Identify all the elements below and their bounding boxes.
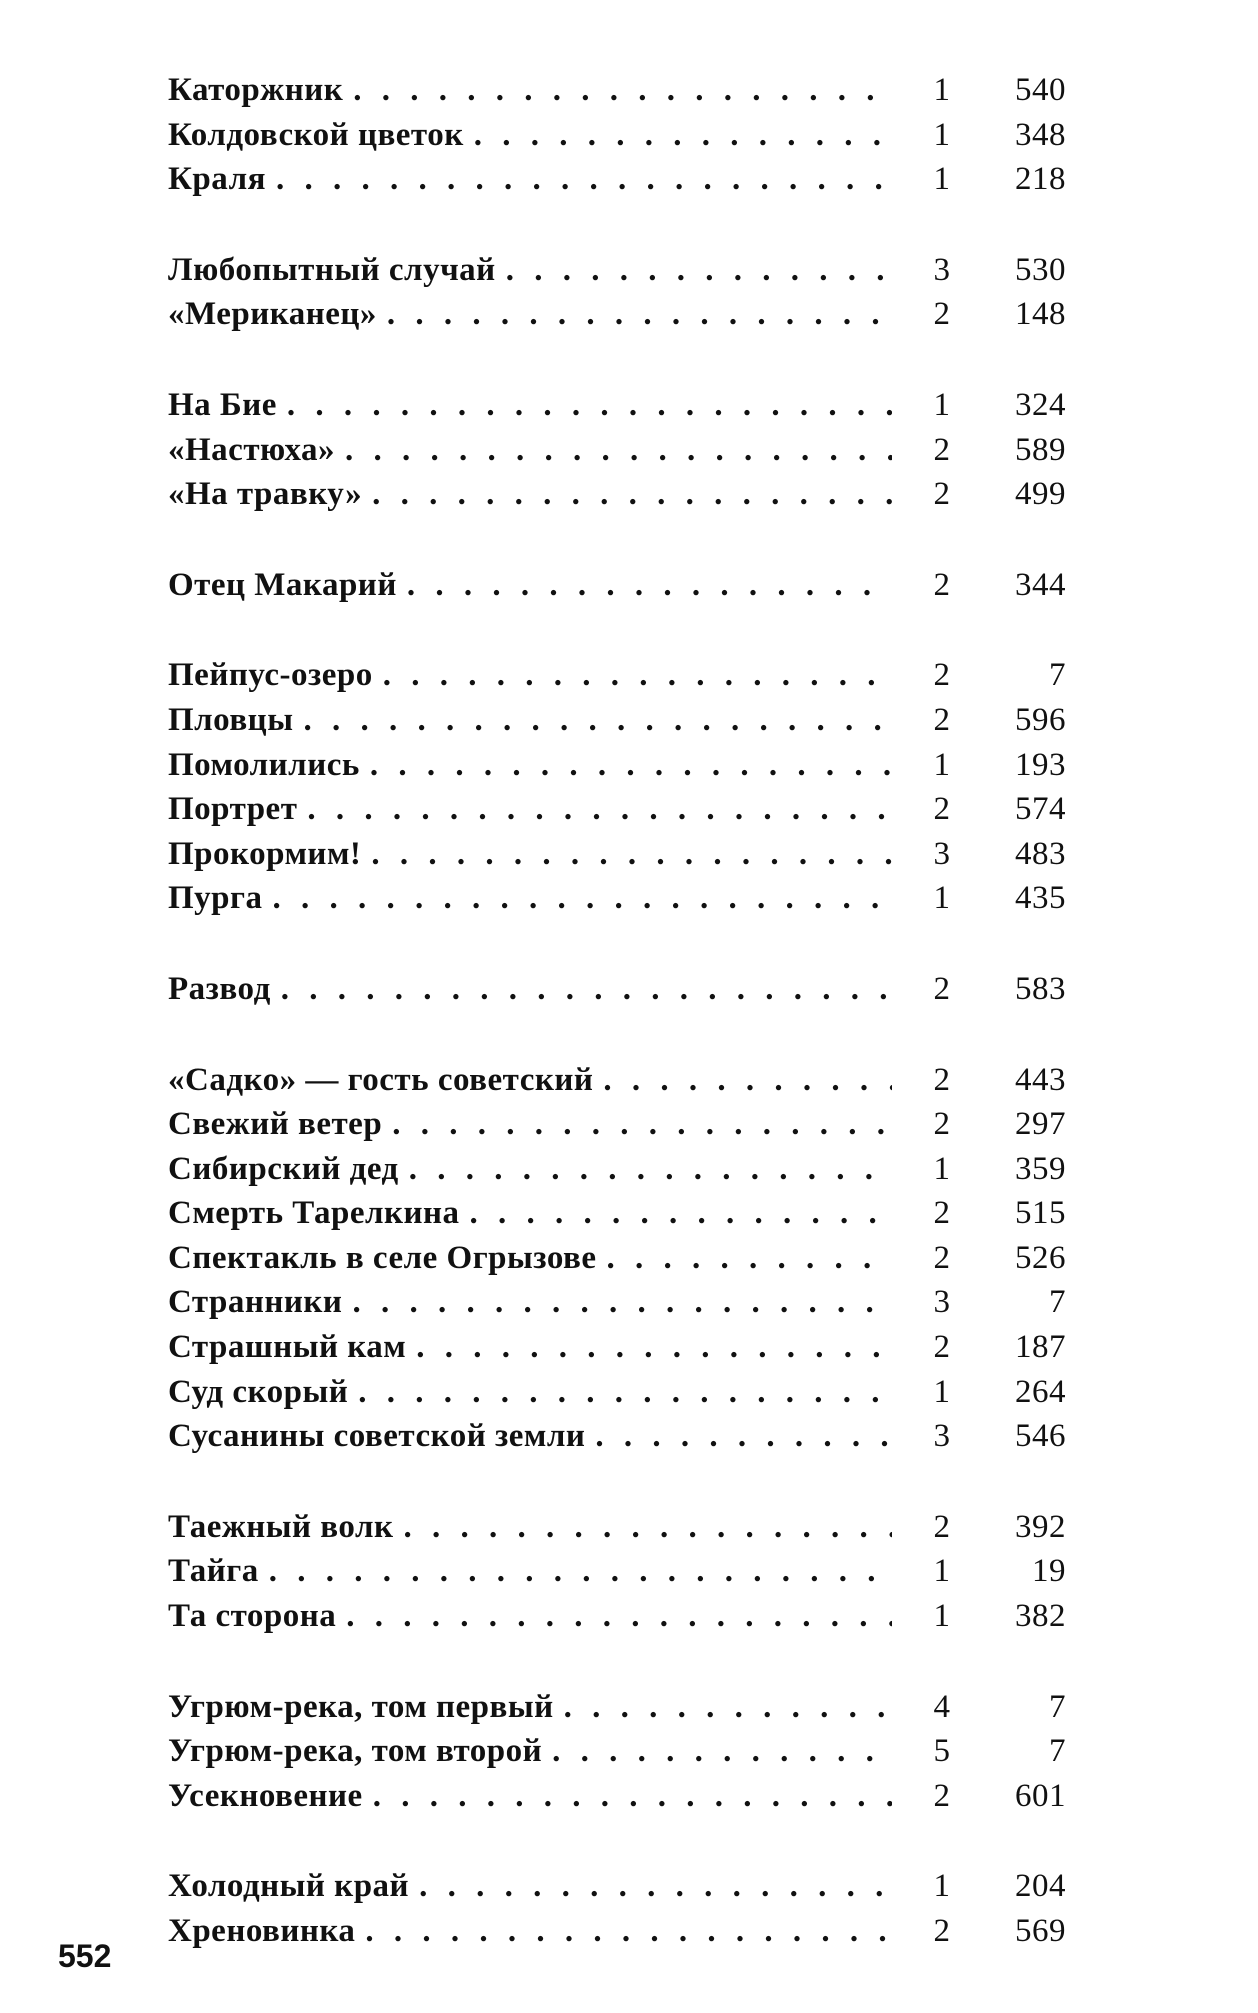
entry-title: Портрет [168,791,298,828]
toc-entry [168,1864,1066,1909]
dot-leader [603,1058,892,1102]
entry-volume: 1 [933,1598,951,1635]
entry-page: 601 [1015,1777,1066,1814]
entry-page: 499 [1015,476,1066,513]
entry-volume: 5 [933,1733,951,1770]
entry-title: На Бие [168,386,277,423]
entry-title: Угрюм-река, том второй [168,1733,543,1770]
entry-volume: 1 [933,161,951,198]
entry-volume: 2 [933,1913,951,1949]
dot-leader [387,292,892,336]
dot-leader [287,383,892,427]
toc-entry [168,1685,1066,1730]
entry-title-wrap [168,967,892,1011]
toc-entry [168,1058,1066,1103]
entry-page: 324 [1015,386,1066,423]
entry-page: 392 [1015,1508,1066,1545]
toc-entry [168,1147,1066,1192]
entry-title: Прокормим! [168,835,362,872]
dot-leader [474,113,892,157]
entry-page: 583 [1015,970,1066,1007]
entry-page: 515 [1015,1195,1066,1232]
entry-page: 218 [1015,161,1066,198]
entry-title-wrap [168,1774,892,1818]
entry-title-wrap [168,1505,892,1549]
entry-title: Пейпус-озеро [168,657,373,694]
entry-title: Каторжник [168,72,344,108]
entry-volume: 1 [933,880,951,917]
dot-leader [352,1280,892,1324]
toc-entry [168,113,1066,158]
entry-volume: 3 [933,251,951,288]
toc-entry [168,248,1066,293]
entry-volume: 2 [933,970,951,1007]
toc-entry [168,1325,1066,1370]
entry-title: Смерть Тарелкина [168,1195,460,1232]
entry-title: Любопытный случай [168,251,496,288]
entry-title: Странники [168,1284,343,1321]
entry-volume: 2 [933,657,951,694]
toc-entry [168,1594,1066,1639]
entry-page: 589 [1015,431,1066,468]
entry-page: 540 [1015,72,1066,108]
entry-title: Свежий ветер [168,1106,383,1143]
entry-page: 530 [1015,251,1066,288]
entry-page: 443 [1015,1061,1066,1098]
entry-page: 569 [1015,1913,1066,1949]
entry-page: 204 [1015,1868,1066,1905]
table-of-contents [168,68,1066,1954]
entry-title-wrap [168,1280,892,1324]
entry-title-wrap [168,1414,892,1458]
entry-title-wrap [168,113,892,157]
dot-leader [353,68,892,112]
entry-title-wrap [168,653,892,697]
entry-title: «Садко» — гость советский [168,1061,594,1098]
entry-volume: 2 [933,701,951,738]
toc-group [168,967,1066,1012]
entry-title: Сибирский дед [168,1150,399,1187]
entry-volume: 2 [933,566,951,603]
entry-title-wrap [168,1685,892,1729]
entry-title-wrap [168,787,892,831]
entry-title: Суд скорый [168,1373,349,1410]
entry-title-wrap [168,1549,892,1593]
toc-group [168,1685,1066,1819]
entry-page: 7 [1049,657,1066,694]
dot-leader [383,653,892,697]
entry-volume: 1 [933,1373,951,1410]
toc-entry [168,472,1066,517]
page-number: 552 [58,1938,112,1974]
dot-leader [419,1864,892,1908]
entry-title-wrap [168,1147,892,1191]
dot-leader [407,563,892,607]
entry-title-wrap [168,1102,892,1146]
toc-entry [168,1505,1066,1550]
entry-title: Сусанины советской земли [168,1418,586,1455]
entry-title-wrap [168,698,892,742]
entry-title: Краля [168,161,266,198]
entry-volume: 2 [933,431,951,468]
entry-volume: 2 [933,1106,951,1143]
entry-title: «Мериканец» [168,296,377,333]
toc-entry [168,563,1066,608]
entry-title-wrap [168,876,892,920]
entry-title: Пурга [168,880,263,917]
toc-entry [168,832,1066,877]
entry-volume: 3 [933,1418,951,1455]
toc-entry [168,698,1066,743]
entry-title-wrap [168,157,892,201]
dot-leader [404,1505,893,1549]
entry-title: Страшный кам [168,1329,407,1366]
entry-title-wrap [168,1594,892,1638]
entry-title-wrap [168,1325,892,1369]
toc-group [168,563,1066,608]
entry-volume: 2 [933,1195,951,1232]
entry-page: 344 [1015,566,1066,603]
dot-leader [371,832,892,876]
dot-leader [372,472,892,516]
entry-volume: 1 [933,1868,951,1905]
entry-volume: 1 [933,746,951,783]
dot-leader [273,876,892,920]
entry-title: Развод [168,970,271,1007]
entry-title: Таежный волк [168,1508,394,1545]
entry-page: 348 [1015,116,1066,153]
toc-entry [168,1280,1066,1325]
toc-group [168,1864,1066,1953]
toc-entry [168,292,1066,337]
dot-leader [276,157,892,201]
entry-title: «На травку» [168,476,363,513]
dot-leader [373,1774,892,1818]
entry-title-wrap [168,1729,892,1773]
dot-leader [345,428,892,472]
toc-group [168,248,1066,337]
entry-page: 187 [1015,1329,1066,1366]
entry-title: Усекновение [168,1777,363,1814]
entry-title-wrap [168,1058,892,1102]
toc-entry [168,1370,1066,1415]
entry-volume: 1 [933,1553,951,1590]
entry-volume: 2 [933,791,951,828]
entry-title: Пловцы [168,701,294,738]
dot-leader [607,1236,892,1280]
toc-group [168,383,1066,517]
entry-volume: 2 [933,476,951,513]
entry-title-wrap [168,563,892,607]
entry-title: Тайга [168,1553,259,1590]
dot-leader [346,1594,892,1638]
entry-title-wrap [168,1191,892,1235]
entry-page: 7 [1049,1688,1066,1725]
entry-volume: 3 [933,1284,951,1321]
entry-page: 297 [1015,1106,1066,1143]
entry-title-wrap [168,248,892,292]
entry-title-wrap [168,428,892,472]
toc-entry [168,1549,1066,1594]
dot-leader [595,1414,892,1458]
entry-page: 264 [1015,1373,1066,1410]
toc-group [168,1505,1066,1639]
entry-title-wrap [168,292,892,336]
entry-page: 546 [1015,1418,1066,1455]
dot-leader [506,248,892,292]
entry-title-wrap [168,832,892,876]
dot-leader [269,1549,892,1593]
entry-page: 7 [1049,1284,1066,1321]
toc-entry [168,1729,1066,1774]
dot-leader [416,1325,892,1369]
entry-title: Угрюм-река, том первый [168,1688,554,1725]
entry-volume: 2 [933,296,951,333]
entry-volume: 2 [933,1777,951,1814]
entry-volume: 3 [933,835,951,872]
toc-entry [168,743,1066,788]
entry-title: Колдовской цветок [168,116,464,153]
entry-page: 148 [1015,296,1066,333]
entry-page: 7 [1049,1733,1066,1770]
toc-group [168,68,1066,202]
entry-title-wrap [168,1236,892,1280]
dot-leader [307,787,892,831]
entry-volume: 1 [933,386,951,423]
toc-entry [168,876,1066,921]
entry-page: 574 [1015,791,1066,828]
entry-title: Отец Макарий [168,566,397,603]
toc-entry [168,967,1066,1012]
entry-page: 596 [1015,701,1066,738]
dot-leader [370,743,892,787]
entry-volume: 1 [933,116,951,153]
toc-entry [168,1102,1066,1147]
entry-page: 19 [1032,1553,1066,1590]
entry-volume: 2 [933,1508,951,1545]
entry-title-wrap [168,1864,892,1908]
toc-entry [168,1414,1066,1459]
entry-page: 435 [1015,880,1066,917]
toc-entry [168,1774,1066,1819]
toc-entry [168,1909,1066,1954]
entry-title-wrap [168,743,892,787]
toc-entry [168,157,1066,202]
entry-page: 483 [1015,835,1066,872]
toc-entry [168,653,1066,698]
entry-volume: 2 [933,1061,951,1098]
entry-page: 193 [1015,746,1066,783]
toc-entry [168,1191,1066,1236]
dot-leader [552,1729,892,1773]
dot-leader [564,1685,892,1729]
entry-volume: 2 [933,1239,951,1276]
entry-page: 382 [1015,1598,1066,1635]
dot-leader [303,698,892,742]
entry-title: Спектакль в селе Огрызове [168,1239,597,1276]
toc-entry [168,787,1066,832]
toc-entry [168,383,1066,428]
entry-title: Хреновинка [168,1913,356,1949]
dot-leader [365,1909,892,1953]
entry-page: 359 [1015,1150,1066,1187]
dot-leader [409,1147,892,1191]
entry-volume: 4 [933,1688,951,1725]
entry-title-wrap [168,1909,892,1953]
toc-group [168,653,1066,921]
entry-volume: 1 [933,72,951,108]
entry-title: Та сторона [168,1598,337,1635]
dot-leader [392,1102,892,1146]
dot-leader [470,1191,892,1235]
entry-title: «Настюха» [168,431,336,468]
entry-volume: 1 [933,1150,951,1187]
entry-volume: 2 [933,1329,951,1366]
toc-entry [168,428,1066,473]
dot-leader [358,1370,892,1414]
toc-entry [168,1236,1066,1281]
toc-entry [168,68,1066,113]
dot-leader [281,967,892,1011]
entry-title-wrap [168,383,892,427]
toc-group [168,1058,1066,1459]
entry-title-wrap [168,68,892,112]
entry-title: Помолились [168,746,360,783]
entry-title-wrap [168,1370,892,1414]
entry-page: 526 [1015,1239,1066,1276]
entry-title-wrap [168,472,892,516]
entry-title: Холодный край [168,1868,410,1905]
